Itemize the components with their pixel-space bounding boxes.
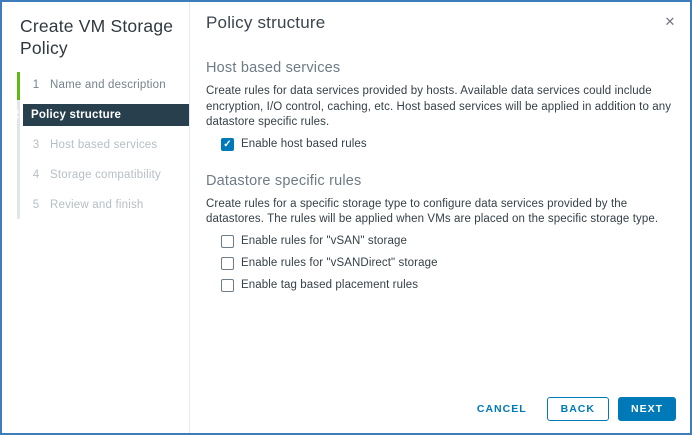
sidebar-step-host-based-services[interactable] — [2, 130, 189, 160]
sidebar-step-review-and-finish[interactable] — [2, 190, 189, 220]
wizard-main-panel — [190, 2, 690, 433]
checkbox-enable-rules-vsan-storage[interactable] — [221, 233, 674, 250]
next-button[interactable]: NEXT — [618, 397, 676, 421]
step-number: 2 — [12, 109, 20, 121]
page-title: Policy structure — [206, 13, 326, 32]
checkbox-enable-rules-vsandirect-storage[interactable] — [221, 255, 674, 272]
back-button[interactable]: BACK — [547, 397, 609, 421]
checkbox-enable-tag-based-placement-rules[interactable] — [221, 277, 674, 294]
section-title-datastore-specific-rules: Datastore specific rules — [206, 172, 362, 189]
step-label: Policy structure — [31, 109, 122, 121]
checkbox-unchecked-icon[interactable] — [221, 279, 234, 292]
step-number: 1 — [32, 79, 40, 91]
checkbox-enable-host-based-rules[interactable] — [221, 137, 674, 152]
checkbox-label: Enable tag based placement rules — [241, 279, 419, 291]
step-label: Host based services — [50, 139, 158, 151]
section-description: Create rules for a specific storage type to configure data services provided by the datastores. The rules will be applied when VMs are placed on the specific storage type. — [206, 197, 659, 225]
checkbox-checked-icon[interactable] — [221, 138, 234, 151]
close-icon: ✕ — [664, 14, 676, 29]
step-number: 4 — [32, 169, 40, 181]
dialog-title: Create VM Storage Policy — [20, 16, 174, 58]
checkbox-unchecked-icon[interactable] — [221, 235, 234, 248]
checkbox-unchecked-icon[interactable] — [221, 257, 234, 270]
step-label: Storage compatibility — [50, 169, 161, 181]
checkbox-label: Enable host based rules — [241, 138, 367, 150]
step-number: 3 — [32, 139, 40, 151]
sidebar-step-policy-structure[interactable] — [2, 100, 189, 130]
sidebar-step-storage-compatibility[interactable] — [2, 160, 189, 190]
checkbox-label: Enable rules for "vSANDirect" storage — [241, 257, 438, 269]
sidebar-step-name-and-description[interactable] — [2, 70, 189, 100]
cancel-button[interactable]: CANCEL — [467, 397, 537, 421]
close-button[interactable] — [661, 13, 679, 31]
step-number: 5 — [32, 199, 40, 211]
wizard-sidebar — [2, 2, 190, 433]
wizard-footer — [467, 397, 676, 421]
check-icon: ✓ — [223, 138, 232, 150]
section-title-host-based-services: Host based services — [206, 60, 341, 76]
step-label: Review and finish — [50, 199, 144, 211]
checkbox-label: Enable rules for "vSAN" storage — [241, 235, 407, 247]
wizard-steps-list — [2, 70, 189, 220]
step-label: Name and description — [50, 79, 166, 91]
section-description: Create rules for data services provided by hosts. Available data services could include encryption, I/O control, caching, etc. Host based services will be applied in addition to any datastore specific rules. — [206, 85, 672, 128]
